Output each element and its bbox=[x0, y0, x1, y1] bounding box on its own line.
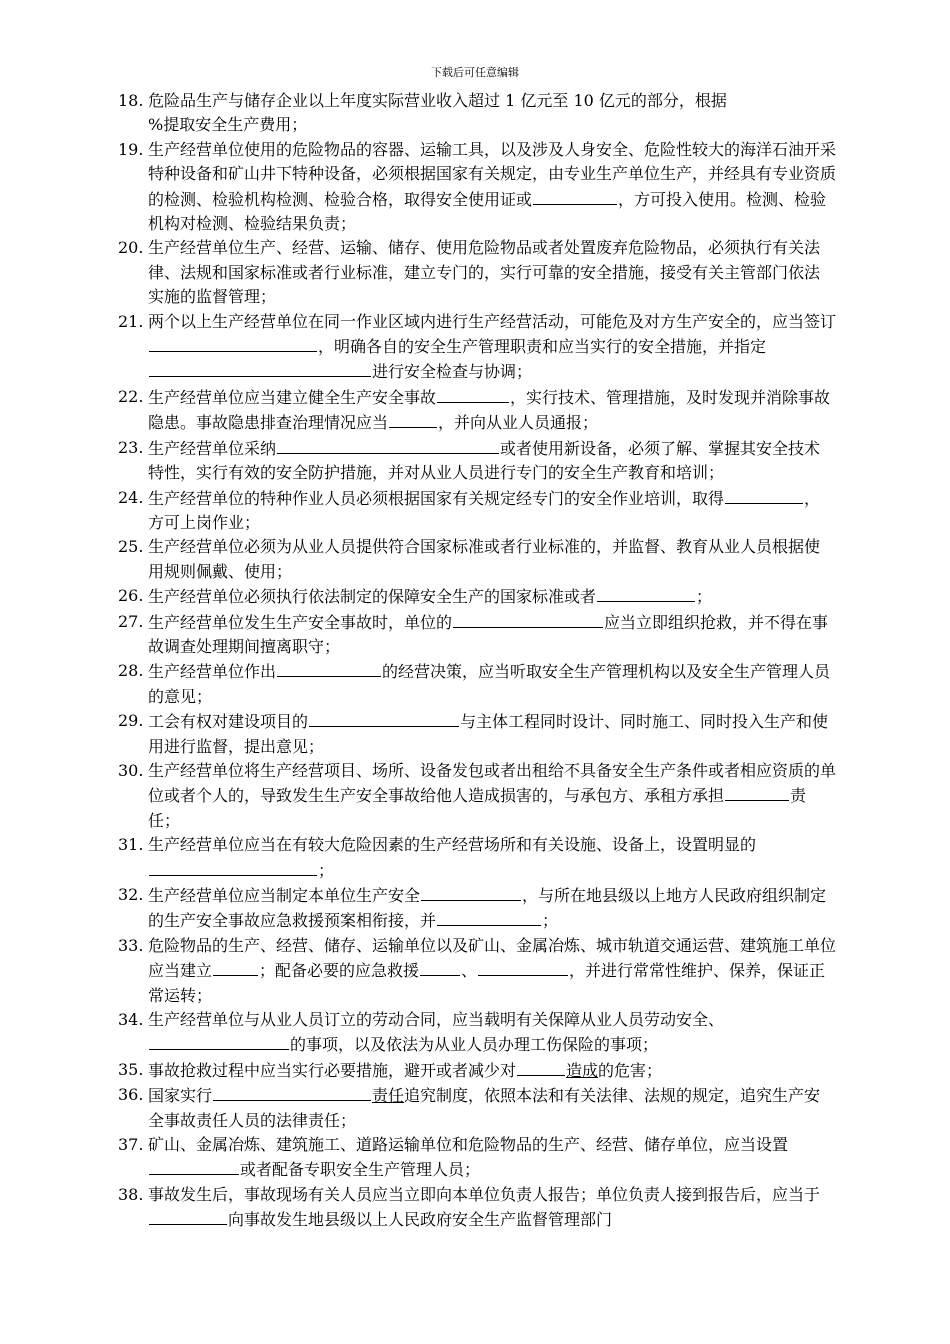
answer-blank bbox=[149, 1157, 239, 1175]
question-text: 生产经营单位必须执行依法制定的保障安全生产的国家标准或者 bbox=[148, 587, 597, 607]
question-19 bbox=[118, 138, 836, 237]
question-text: 国家实行 bbox=[148, 1086, 213, 1106]
answer-blank bbox=[149, 858, 317, 876]
question-text: 或者使用新设备，必须了解、掌握其安全技术特性，实行有效的安全防护措施，并对从业人员进行专门的安全生产教育和培训； bbox=[148, 438, 821, 483]
question-24 bbox=[118, 486, 836, 536]
answer-blank bbox=[309, 709, 459, 727]
question-number: 37. bbox=[118, 1135, 144, 1155]
question-text: 事故抢救过程中应当实行必要措施，避开或者减少对 bbox=[148, 1060, 517, 1080]
answer-blank bbox=[725, 783, 789, 801]
question-26 bbox=[118, 584, 836, 609]
question-text: 或者配备专职安全生产管理人员； bbox=[240, 1160, 481, 1180]
answer-blank bbox=[277, 436, 499, 454]
question-text: ； bbox=[318, 860, 335, 880]
question-number: 34. bbox=[118, 1010, 144, 1030]
page-header: 下载后可任意编辑 bbox=[431, 66, 519, 79]
question-text: 生产经营单位发生生产安全事故时，单位的 bbox=[148, 612, 453, 632]
question-number: 24. bbox=[118, 487, 144, 507]
answer-blank bbox=[725, 486, 803, 504]
question-text: 应当立即组织抢救，并不得在事故调查处理期间擅离职守； bbox=[148, 612, 829, 656]
answer-blank bbox=[533, 187, 617, 205]
question-number: 18. bbox=[118, 91, 144, 110]
question-number: 29. bbox=[118, 711, 144, 731]
question-text: 向事故发生地县级以上人民政府安全生产监督管理部门 bbox=[228, 1210, 613, 1230]
question-20 bbox=[118, 236, 836, 309]
question-list bbox=[118, 89, 836, 1233]
question-number: 30. bbox=[118, 760, 144, 780]
question-32 bbox=[118, 883, 836, 934]
question-text: ； bbox=[696, 587, 713, 607]
question-text: 生产经营单位的特种作业人员必须根据国家有关规定经专门的安全作业培训，取得 bbox=[148, 488, 725, 508]
question-number: 22. bbox=[118, 386, 144, 406]
answer-blank bbox=[453, 610, 603, 628]
question-text: 的事项，以及依法为从业人员办理工伤保险的事项； bbox=[290, 1035, 659, 1055]
answer-blank bbox=[437, 385, 509, 403]
question-number: 23. bbox=[118, 437, 144, 457]
question-text: 生产经营单位必须为从业人员提供符合国家标准或者行业标准的 bbox=[148, 537, 597, 557]
answer-blank bbox=[213, 1083, 371, 1101]
answer-blank bbox=[213, 958, 258, 976]
question-number: 27. bbox=[118, 611, 144, 631]
answer-blank bbox=[421, 883, 521, 901]
answer-blank bbox=[149, 359, 371, 377]
question-text: ，并监督、教育从业人员根据使用规则佩戴、使用； bbox=[148, 537, 821, 581]
question-text: ，并向从业人员通报； bbox=[438, 413, 599, 433]
question-number: 26. bbox=[118, 586, 144, 606]
question-22 bbox=[118, 385, 836, 436]
question-text: 两个以上生产经营单位在同一作业区域内进行生产经营活动，可能危及对方生产安全的，应当签订 bbox=[148, 311, 837, 331]
question-text: 生产经营单位使用的危险物品的容器、运输工具，以及涉及人身安全、危险性较大的海洋石油开采特种设备和矿山井下特种设备，必须根据国家有关规定，由专业生产单位生产，并经具有专业资质的检测、检验机构检测、检验合格，取得安全使用证或 bbox=[148, 139, 837, 209]
question-text: 危险物品的生产、经营、储存、运输单位以及矿山、金属冶炼、城市轨道交通运营、建筑施工单位应当建立 bbox=[148, 935, 837, 981]
question-38 bbox=[118, 1183, 836, 1233]
question-text: 生产经营单位作出 bbox=[148, 662, 277, 682]
question-text: 、 bbox=[461, 961, 478, 981]
question-text: 追究制度，依照本法和有关法律、法规的规定，追究生产安全事故责任人员的法律责任； bbox=[148, 1086, 821, 1130]
answer-blank bbox=[437, 908, 541, 926]
question-text: ，实行技术、管理措施，及时发现并消除事故隐患。事故隐患排查治理情况应当 bbox=[148, 387, 831, 433]
question-27 bbox=[118, 610, 836, 660]
question-text: ，方可投入使用。检测、检验机构对检测、检验结果负责； bbox=[148, 189, 827, 234]
underlined-text: 造成 bbox=[566, 1060, 599, 1080]
answer-blank bbox=[149, 1032, 289, 1050]
question-number: 31. bbox=[118, 835, 144, 855]
question-text: 与主体工程同时设计、同时施工、同时投入生产和使用进行监督，提出意见； bbox=[148, 712, 829, 756]
question-37 bbox=[118, 1133, 836, 1183]
question-31 bbox=[118, 833, 836, 883]
question-text: 进行安全检查与协调； bbox=[372, 362, 533, 382]
question-23 bbox=[118, 436, 836, 486]
question-text: ，方可上岗作业； bbox=[148, 488, 821, 532]
question-number: 33. bbox=[118, 935, 144, 955]
question-number: 35. bbox=[118, 1059, 144, 1079]
question-text: 事故发生后，事故现场有关人员应当立即向本单位负责人报告；单位负责人接到报告后，应当于 bbox=[148, 1184, 821, 1204]
question-text: 生产经营单位生产、经营、运输、储存、使用危险物品或者处置废弃危险物品，必须执行有关法律、法规和国家标准或者行业标准，建立专门的 bbox=[148, 238, 821, 282]
question-text: 工会有权对建设项目的 bbox=[148, 712, 309, 732]
question-text: %提取安全生产费用； bbox=[148, 115, 308, 135]
question-number: 20. bbox=[118, 238, 144, 258]
question-text: ，并进行常常性维护、保养，保证正常运转； bbox=[148, 961, 826, 1005]
question-text: 矿山、金属冶炼、建筑施工、道路运输单位和危险物品的生产、经营、储存单位，应当设置 bbox=[148, 1135, 789, 1155]
question-33 bbox=[118, 934, 836, 1008]
question-35 bbox=[118, 1058, 836, 1083]
question-25 bbox=[118, 535, 836, 584]
answer-blank bbox=[420, 958, 460, 976]
question-text: 生产经营单位应当制定本单位生产安全 bbox=[148, 886, 421, 905]
question-text: 生产经营单位应当建立健全生产安全事故 bbox=[148, 387, 437, 407]
question-number: 38. bbox=[118, 1184, 144, 1204]
question-text: 的经营决策，应当听取安全生产管理机构以及安全生产管理人员的意见； bbox=[148, 662, 831, 706]
question-number: 25. bbox=[118, 537, 144, 557]
question-number: 36. bbox=[118, 1085, 144, 1105]
question-number: 19. bbox=[118, 139, 144, 159]
question-number: 21. bbox=[118, 311, 144, 331]
question-text: 危险品生产与储存企业以上年度实际营业收入超过 1 亿元至 10 亿元的部分，根据 bbox=[148, 91, 727, 110]
answer-blank bbox=[389, 410, 437, 428]
question-text: 生产经营单位采纳 bbox=[148, 438, 277, 458]
question-text: 责任； bbox=[148, 786, 807, 830]
question-18 bbox=[118, 89, 836, 138]
question-text: 生产经营单位与从业人员订立的劳动合同，应当载明有关保障从业人员劳动安全、 bbox=[148, 1010, 725, 1030]
question-36 bbox=[118, 1083, 836, 1133]
question-text: ；配备必要的应急救援 bbox=[259, 961, 420, 981]
question-number: 32. bbox=[118, 885, 144, 904]
answer-blank bbox=[149, 334, 317, 352]
underlined-text: 责任 bbox=[372, 1086, 405, 1106]
question-34 bbox=[118, 1008, 836, 1058]
question-text: ，实行可靠的安全措施，接受有关主管部门依法实施的监督管理； bbox=[148, 262, 821, 307]
question-text: ； bbox=[542, 911, 559, 931]
question-29 bbox=[118, 709, 836, 759]
answer-blank bbox=[149, 1207, 227, 1225]
answer-blank bbox=[478, 958, 568, 976]
question-text: ，与所在地县级以上地方人民政府组织制定的生产安全事故应急救援预案相衔接，并 bbox=[148, 886, 827, 931]
question-30 bbox=[118, 759, 836, 833]
question-number: 28. bbox=[118, 661, 144, 681]
answer-blank bbox=[597, 584, 695, 602]
question-text: 生产经营单位应当在有较大危险因素的生产经营场所和有关设施、设备上，设置明显的 bbox=[148, 835, 757, 855]
answer-blank bbox=[277, 659, 381, 677]
answer-blank bbox=[517, 1058, 565, 1076]
question-21 bbox=[118, 310, 836, 385]
question-text: ，明确各自的安全生产管理职责和应当实行的安全措施，并指定 bbox=[318, 337, 767, 357]
question-28 bbox=[118, 659, 836, 709]
question-text: 生产经营单位将生产经营项目、场所、设备发包或者出租给不具备安全生产条件或者相应资质的单位或者个人的，导致发生生产安全事故给他人造成损害的，与承包方、承租方承担 bbox=[148, 760, 837, 806]
question-text: 的危害； bbox=[598, 1060, 663, 1080]
